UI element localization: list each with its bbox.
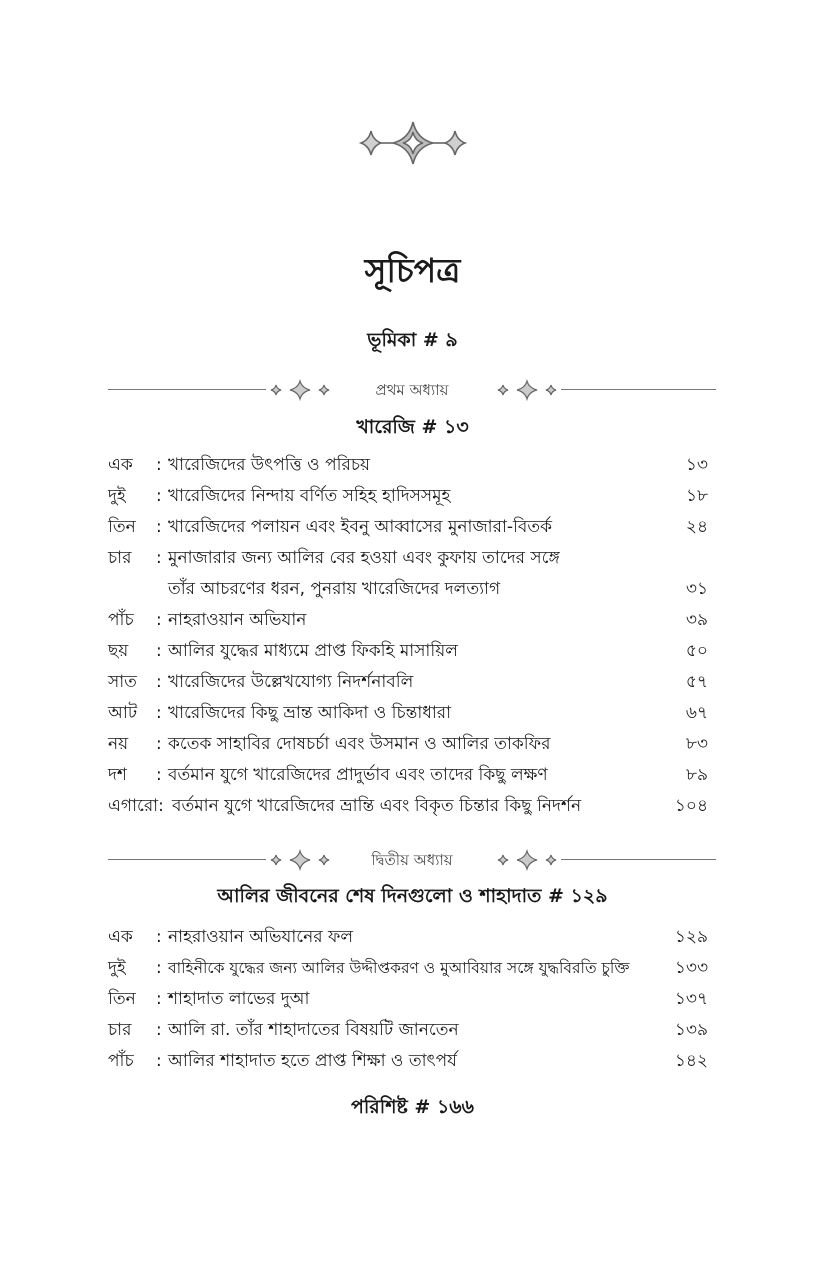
appendix-entry: পরিশিষ্ট # ১৬৬ — [350, 1096, 475, 1118]
entry-page: ১৪২ — [674, 1051, 708, 1071]
entry-title: শাহাদাত লাভের দুআ — [168, 989, 310, 1009]
entry-number: চার — [108, 548, 132, 568]
entry-title: খারেজিদের নিন্দায় বর্ণিত সহিহ হাদিসসমূহ — [168, 486, 451, 506]
toc-entry[interactable]: পাঁচ : নাহরাওয়ান অভিযান ৩৯ — [108, 605, 708, 635]
entry-page: ১৩৯ — [674, 1020, 708, 1040]
entry-title: নাহরাওয়ান অভিযান — [168, 610, 307, 630]
toc-entry[interactable]: দুই : খারেজিদের নিন্দায় বর্ণিত সহিহ হাদিসসমূহ ১৮ — [108, 481, 708, 511]
toc-entry[interactable]: চার : মুনাজারার জন্য আলির বের হওয়া এবং কুফায় তাদের সঙ্গে — [108, 543, 708, 573]
entry-number: এক — [108, 455, 133, 475]
entry-page: ১৩৩ — [674, 958, 708, 978]
chapter1-heading: খারেজি # ১৩ — [356, 416, 469, 438]
star-ornament-icon — [353, 118, 473, 168]
entry-title: আলি রা. তাঁর শাহাদাতের বিষয়টি জানতেন — [168, 1020, 459, 1040]
entry-number: দুই — [108, 486, 126, 506]
entry-number: ছয় — [108, 641, 129, 661]
entry-page: ১০৪ — [674, 796, 708, 816]
entry-page: ৮৯ — [685, 765, 708, 785]
toc-entry[interactable]: দুই : বাহিনীকে যুদ্ধের জন্য আলির উদ্দীপ্তকরণ ও মুআবিয়ার সঙ্গে যুদ্ধবিরতি চুক্তি ১৩৩ — [108, 953, 708, 983]
entry-number: নয় — [108, 734, 129, 754]
page-title: সূচিপত্র — [364, 251, 461, 290]
entry-number: দশ — [108, 765, 127, 785]
chapter2-heading: আলির জীবনের শেষ দিনগুলো ও শাহাদাত # ১২৯ — [217, 885, 608, 907]
toc-entry[interactable] — [108, 791, 708, 821]
entry-number: পাঁচ — [108, 610, 134, 630]
chapter1-label: প্রথম অধ্যায় — [375, 381, 449, 399]
entry-number: পাঁচ — [108, 1051, 134, 1071]
entry-title: খারেজিদের উল্লেখযোগ্য নিদর্শনাবলি — [168, 672, 414, 692]
entry-number: এগারো: — [108, 796, 164, 816]
chapter2-label: দ্বিতীয় অধ্যায় — [371, 851, 453, 869]
entry-page: ৩৯ — [685, 610, 708, 630]
toc-entry[interactable]: নয় : কতেক সাহাবির দোষচর্চা এবং উসমান ও আলির তাকফির ৮৩ — [108, 729, 708, 759]
divider-line — [561, 389, 716, 390]
entry-number: চার — [108, 1020, 132, 1040]
entry-title: খারেজিদের উৎপত্তি ও পরিচয় — [168, 455, 371, 475]
entry-page: ৫৭ — [685, 672, 708, 692]
entry-number: দুই — [108, 958, 126, 978]
entry-title: বাহিনীকে যুদ্ধের জন্য আলির উদ্দীপ্তকরণ ও মুআবিয়ার সঙ্গে যুদ্ধবিরতি চুক্তি — [168, 959, 630, 977]
toc-entry[interactable]: ছয় : আলির যুদ্ধের মাধ্যমে প্রাপ্ত ফিকহি মাসায়িল ৫০ — [108, 636, 708, 666]
toc-entry[interactable]: তিন : শাহাদাত লাভের দুআ ১৩৭ — [108, 984, 708, 1014]
entry-page: ৫০ — [685, 641, 708, 661]
entry-title: মুনাজারার জন্য আলির বের হওয়া এবং কুফায় তাদের সঙ্গে — [168, 548, 560, 568]
chapter2-divider — [108, 849, 716, 871]
top-ornament — [0, 118, 825, 172]
toc-entry[interactable]: পাঁচ : আলির শাহাদাত হতে প্রাপ্ত শিক্ষা ও তাৎপর্য ১৪২ — [108, 1046, 708, 1076]
entry-title: নাহরাওয়ান অভিযানের ফল — [168, 927, 354, 947]
toc-entry[interactable]: চার : আলি রা. তাঁর শাহাদাতের বিষয়টি জানতেন ১৩৯ — [108, 1015, 708, 1045]
entry-page: ১২৯ — [674, 927, 708, 947]
toc-entry[interactable]: সাত : খারেজিদের উল্লেখযোগ্য নিদর্শনাবলি ৫৭ — [108, 667, 708, 697]
preface-entry: ভূমিকা # ৯ — [367, 329, 458, 351]
entry-title: খারেজিদের পলায়ন এবং ইবনু আব্বাসের মুনাজারা-বিতর্ক — [168, 517, 552, 537]
entry-page: ১৩৭ — [674, 989, 708, 1009]
chapter1-divider — [108, 379, 716, 401]
toc-entry[interactable]: দশ : বর্তমান যুগে খারেজিদের প্রাদুর্ভাব এবং তাদের কিছু লক্ষণ ৮৯ — [108, 760, 708, 790]
entry-title: আলির শাহাদাত হতে প্রাপ্ত শিক্ষা ও তাৎপর্য — [168, 1051, 457, 1071]
toc-entry[interactable]: তিন : খারেজিদের পলায়ন এবং ইবনু আব্বাসের মুনাজারা-বিতর্ক ২৪ — [108, 512, 708, 542]
entry-number: তিন — [108, 989, 136, 1009]
toc-entry-continued[interactable] — [108, 574, 708, 604]
entry-title: কতেক সাহাবির দোষচর্চা এবং উসমান ও আলির তাকফির — [168, 734, 551, 754]
toc-entry[interactable]: এক : খারেজিদের উৎপত্তি ও পরিচয় ১৩ — [108, 450, 708, 480]
entry-title: আলির যুদ্ধের মাধ্যমে প্রাপ্ত ফিকহি মাসায়িল — [168, 641, 458, 661]
toc-entry[interactable]: এক : নাহরাওয়ান অভিযানের ফল ১২৯ — [108, 922, 708, 952]
entry-number: তিন — [108, 517, 136, 537]
entry-number: এক — [108, 927, 133, 947]
entry-page: ৮৩ — [685, 734, 708, 754]
entry-number: সাত — [108, 672, 137, 692]
entry-number: আট — [108, 703, 138, 723]
entry-page: ৬৭ — [685, 703, 708, 723]
entry-title: বর্তমান যুগে খারেজিদের ভ্রান্তি এবং বিকৃত চিন্তার কিছু নিদর্শন — [172, 796, 582, 816]
entry-title-continued: তাঁর আচরণের ধরন, পুনরায় খারেজিদের দলত্যাগ — [168, 579, 501, 599]
entry-title: বর্তমান যুগে খারেজিদের প্রাদুর্ভাব এবং তাদের কিছু লক্ষণ — [168, 765, 548, 785]
entry-page: ১৮ — [685, 486, 708, 506]
diamond-ornament-icon — [493, 379, 561, 401]
entry-page: ১৩ — [685, 455, 708, 475]
entry-title: খারেজিদের কিছু ভ্রান্ত আকিদা ও চিন্তাধারা — [168, 703, 452, 723]
toc-entry[interactable]: আট : খারেজিদের কিছু ভ্রান্ত আকিদা ও চিন্তাধারা ৬৭ — [108, 698, 708, 728]
entry-page: ২৪ — [685, 517, 708, 537]
entry-page: ৩১ — [685, 579, 708, 599]
diamond-ornament-icon — [493, 849, 561, 871]
divider-line — [561, 859, 716, 860]
